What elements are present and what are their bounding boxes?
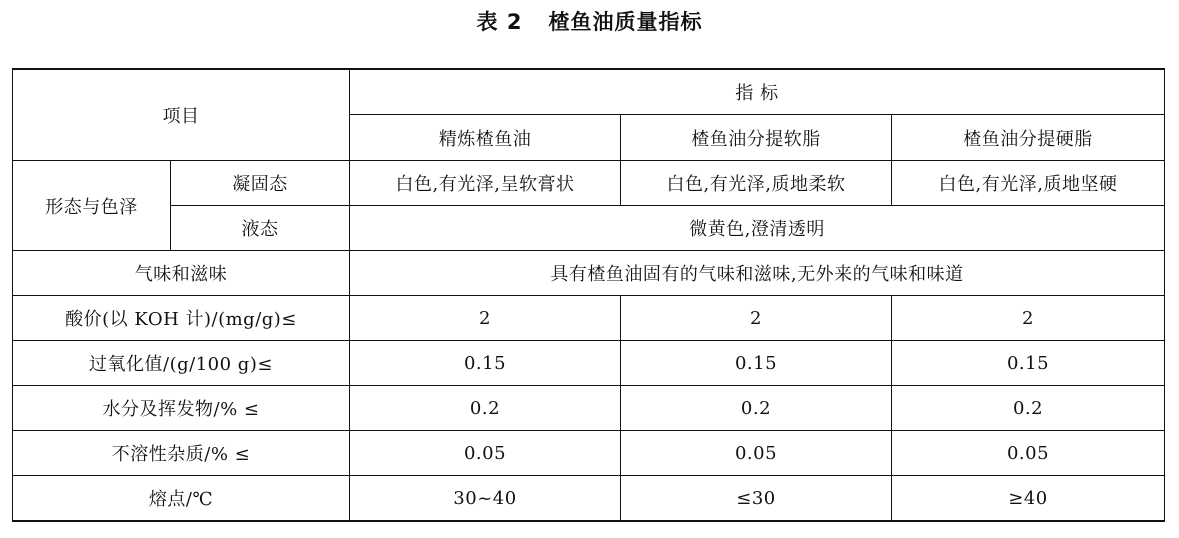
table-row-solid	[13, 161, 1165, 206]
cell-odor: 具有楂鱼油固有的气味和滋味,无外来的气味和味道	[350, 251, 1165, 296]
cell-insoluble-hard: 0.05	[892, 431, 1165, 476]
table-row-melting-point	[13, 476, 1165, 522]
row-sublabel-solid: 凝固态	[171, 161, 350, 206]
table-row-insoluble	[13, 431, 1165, 476]
cell-acid-refined: 2	[350, 296, 621, 341]
cell-melting-soft: ≤30	[621, 476, 892, 522]
cell-melting-refined: 30~40	[350, 476, 621, 522]
row-label-appearance: 形态与色泽	[13, 161, 171, 251]
row-label-peroxide-value: 过氧化值/(g/100 g)≤	[13, 341, 350, 386]
cell-melting-hard: ≥40	[892, 476, 1165, 522]
table-caption	[0, 6, 1179, 38]
header-col-hard-fat: 楂鱼油分提硬脂	[892, 115, 1165, 161]
table-number: 表 2	[476, 10, 523, 34]
cell-liquid: 微黄色,澄清透明	[350, 206, 1165, 251]
header-index: 指 标	[350, 69, 1165, 115]
table-title: 楂鱼油质量指标	[548, 10, 703, 34]
cell-peroxide-hard: 0.15	[892, 341, 1165, 386]
table-header-row	[13, 69, 1165, 115]
row-label-melting-point: 熔点/℃	[13, 476, 350, 522]
cell-solid-soft: 白色,有光泽,质地柔软	[621, 161, 892, 206]
row-label-moisture: 水分及挥发物/% ≤	[13, 386, 350, 431]
header-col-refined-oil: 精炼楂鱼油	[350, 115, 621, 161]
cell-moisture-soft: 0.2	[621, 386, 892, 431]
cell-peroxide-soft: 0.15	[621, 341, 892, 386]
row-sublabel-liquid: 液态	[171, 206, 350, 251]
table-row-peroxide-value	[13, 341, 1165, 386]
row-label-insoluble: 不溶性杂质/% ≤	[13, 431, 350, 476]
cell-moisture-hard: 0.2	[892, 386, 1165, 431]
header-col-soft-fat: 楂鱼油分提软脂	[621, 115, 892, 161]
table-row-moisture	[13, 386, 1165, 431]
table-row-liquid	[13, 206, 1165, 251]
cell-insoluble-refined: 0.05	[350, 431, 621, 476]
table-row-odor	[13, 251, 1165, 296]
cell-peroxide-refined: 0.15	[350, 341, 621, 386]
table-row-acid-value	[13, 296, 1165, 341]
row-label-acid-value: 酸价(以 KOH 计)/(mg/g)≤	[13, 296, 350, 341]
cell-moisture-refined: 0.2	[350, 386, 621, 431]
row-label-odor: 气味和滋味	[13, 251, 350, 296]
cell-solid-hard: 白色,有光泽,质地坚硬	[892, 161, 1165, 206]
header-item: 项目	[13, 69, 350, 161]
cell-acid-soft: 2	[621, 296, 892, 341]
cell-solid-refined: 白色,有光泽,呈软膏状	[350, 161, 621, 206]
cell-acid-hard: 2	[892, 296, 1165, 341]
quality-index-table	[12, 68, 1165, 522]
cell-insoluble-soft: 0.05	[621, 431, 892, 476]
